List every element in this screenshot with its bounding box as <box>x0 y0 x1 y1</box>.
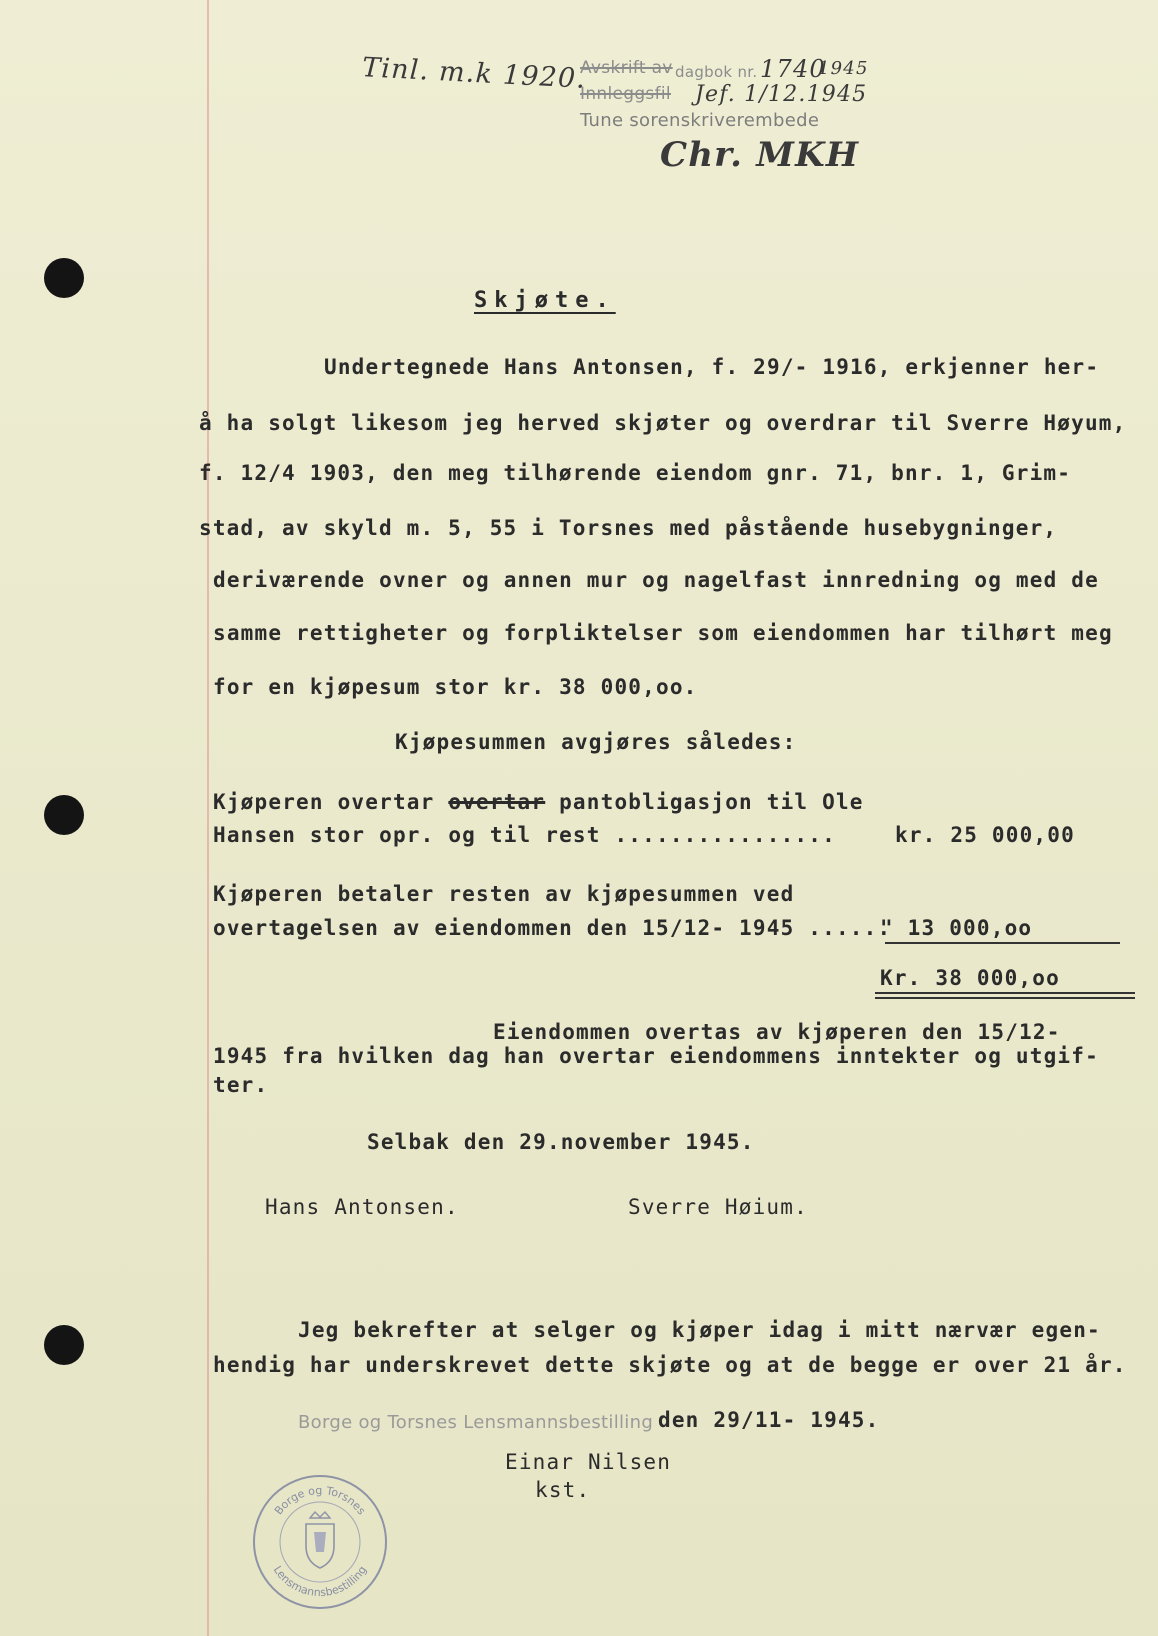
office-stamp-footer: Borge og Torsnes Lensmannsbestilling <box>298 1412 654 1433</box>
takeover-line-1: Eiendommen overtas av kjøperen den 15/12- <box>493 1020 1061 1044</box>
seal-crown-icon <box>310 1512 330 1518</box>
purchase-total: Kr. 38 000,oo <box>880 966 1060 990</box>
signature-seller: Hans Antonsen. <box>265 1195 459 1219</box>
paragraph-line-5: deriværende ovner og annen mur og nagelfast innredning og med de <box>213 568 1099 592</box>
official-name: Einar Nilsen <box>505 1450 672 1474</box>
office-date: den 29/11- 1945. <box>658 1408 880 1432</box>
paragraph-line-1: Undertegnede Hans Antonsen, f. 29/- 1916, erkjenner her- <box>324 355 1100 379</box>
office-stamp-header: Tune sorenskriverembede <box>580 110 820 131</box>
takeover-line-2: 1945 fra hvilken dag han overtar eiendommens inntekter og utgif- <box>213 1044 1099 1068</box>
total-rule-1 <box>875 992 1135 994</box>
sum-rule <box>885 942 1120 944</box>
item1-amount: kr. 25 000,00 <box>895 823 1075 847</box>
official-title: kst. <box>535 1478 591 1502</box>
paragraph-line-7: for en kjøpesum stor kr. 38 000,oo. <box>213 675 698 699</box>
total-rule-2 <box>875 997 1135 999</box>
document-title: Skjøte. <box>474 288 616 313</box>
punch-hole-top <box>44 258 84 298</box>
item2-line1: Kjøperen betaler resten av kjøpesummen ved <box>213 882 795 906</box>
takeover-line-3: ter. <box>213 1073 269 1097</box>
item2-amount: " 13 000,oo <box>880 916 1033 940</box>
initials-signature: Chr. MKH <box>660 135 860 175</box>
margin-line <box>207 0 209 1636</box>
item1-line1 <box>213 790 864 814</box>
signature-buyer: Sverre Høium. <box>628 1195 808 1219</box>
confirmation-line-2: hendig har underskrevet dette skjøte og at de begge er over 21 år. <box>213 1353 1127 1377</box>
paragraph-line-3: f. 12/4 1903, den meg tilhørende eiendom gnr. 71, bnr. 1, Grim- <box>199 461 1072 485</box>
place-date: Selbak den 29.november 1945. <box>367 1130 755 1154</box>
seal-text-bottom: Lensmannsbestilling <box>270 1563 370 1600</box>
item1-text-a: Kjøperen overtar <box>213 790 435 814</box>
dagbok-year: 1945 <box>818 58 869 79</box>
seal-text-top: Borge og Torsnes <box>271 1483 369 1518</box>
dagbok-date: Jef. 1/12.1945 <box>695 82 868 107</box>
item1-text-b: pantobligasjon til Ole <box>559 790 864 814</box>
registry-note: Tinl. m.k 1920. <box>361 52 587 95</box>
dagbok-number: 1740 <box>760 55 826 83</box>
confirmation-line-1: Jeg bekrefter at selger og kjøper idag i mitt nærvær egen- <box>298 1318 1101 1342</box>
lensmann-seal <box>250 1472 390 1612</box>
stamp-struck-line-1: Avskrift av <box>580 58 673 78</box>
item1-struck-word: overtar <box>448 790 546 814</box>
seal-lion-icon <box>314 1532 326 1552</box>
stamp-struck-line-2: Innleggsfil <box>580 84 671 104</box>
item1-line2: Hansen stor opr. og til rest ................ <box>213 823 836 847</box>
stamp-dagbok-label: dagbok nr. <box>675 63 758 81</box>
paragraph-line-4: stad, av skyld m. 5, 55 i Torsnes med påstående husebygninger, <box>199 516 1058 540</box>
punch-hole-middle <box>44 795 84 835</box>
purchase-heading: Kjøpesummen avgjøres således: <box>395 730 797 754</box>
paragraph-line-6: samme rettigheter og forpliktelser som eiendommen har tilhørt meg <box>213 621 1113 645</box>
paragraph-line-2: å ha solgt likesom jeg herved skjøter og overdrar til Sverre Høyum, <box>199 411 1127 435</box>
punch-hole-bottom <box>44 1325 84 1365</box>
item2-line2: overtagelsen av eiendommen den 15/12- 1945 ...... <box>213 916 892 940</box>
